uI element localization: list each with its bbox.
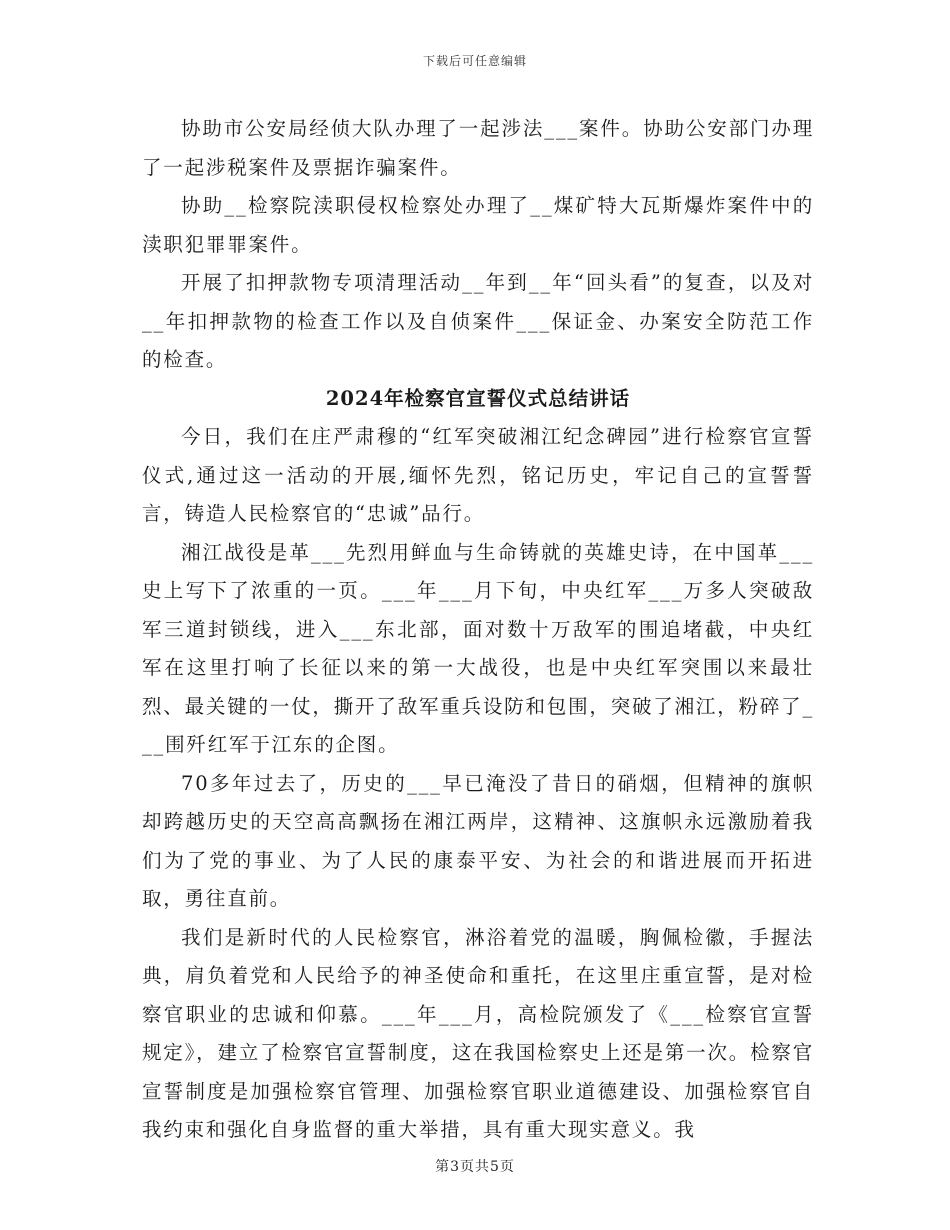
paragraph: 协助__检察院渎职侵权检察处办理了__煤矿特大瓦斯爆炸案件中的渎职犯罪罪案件。 (142, 194, 814, 256)
paragraph: 我们是新时代的人民检察官，淋浴着党的温暖，胸佩检徽，手握法典，肩负着党和人民给予的神圣使命和重托，在这里庄重宣誓，是对检察官职业的忠诚和仰慕。___年___月，高检院颁发了《___检察官宣誓规定》，建立了检察官宣誓制度，这在我国检察史上还是第一次。检察官宣誓制度是加强检察官管理、加强检察官职业道德建设、加强检察官自我约束和强化自身监督的重大举措，具有重大现实意义。我 (142, 925, 814, 1141)
paragraph: 70多年过去了，历史的___早已淹没了昔日的硝烟，但精神的旗帜却跨越历史的天空高高飘扬在湘江两岸，这精神、这旗帜永远激励着我们为了党的事业、为了人民的康泰平安、为社会的和谐进展而开拓进取，勇往直前。 (142, 771, 814, 910)
section-title: 2024年检察官宣誓仪式总结讲话 (325, 386, 631, 410)
document-body (142, 110, 814, 1150)
paragraph: 今日，我们在庄严肃穆的“红军突破湘江纪念碑园”进行检察官宣誓仪式,通过这一活动的开展,缅怀先烈，铭记历史，牢记自己的宣誓誓言，铸造人民检察官的“忠诚”品行。 (142, 425, 814, 525)
header-note: 下载后可任意编辑 (422, 54, 527, 68)
paragraph: 协助市公安局经侦大队办理了一起涉法___案件。协助公安部门办理了一起涉税案件及票据诈骗案件。 (142, 117, 814, 179)
page-number: 第3页共5页 (435, 1159, 515, 1175)
paragraph: 开展了扣押款物专项清理活动__年到__年“回头看”的复查，以及对__年扣押款物的检查工作以及自侦案件___保证金、办案安全防范工作的检查。 (142, 271, 814, 371)
paragraph: 湘江战役是革___先烈用鲜血与生命铸就的英雄史诗，在中国革___史上写下了浓重的一页。___年___月下旬，中央红军___万多人突破敌军三道封锁线，进入___东北部，面对数十万敌军的围追堵截，中央红军在这里打响了长征以来的第一大战役，也是中央红军突围以来最壮烈、最关键的一仗，撕开了敌军重兵设防和包围，突破了湘江，粉碎了___围歼红军于江东的企图。 (142, 540, 814, 756)
